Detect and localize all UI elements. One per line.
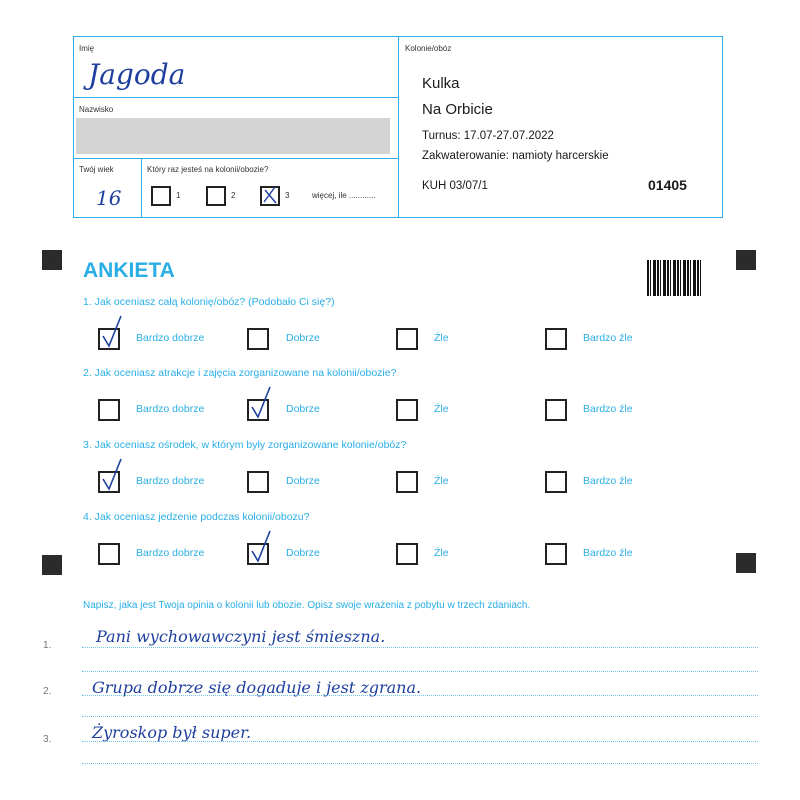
q2-option-label-2: Dobrze [286, 403, 320, 415]
opinion-line-2 [82, 695, 758, 696]
q2-checkbox-4[interactable] [545, 399, 567, 421]
turnus: Turnus: 17.07-27.07.2022 [422, 130, 554, 142]
times-option-3: 3 [285, 191, 290, 200]
q1-checkbox-2[interactable] [247, 328, 269, 350]
age-value: 16 [96, 186, 122, 210]
form-number: 01405 [648, 177, 687, 193]
question-1-text: 1. Jak oceniasz całą kolonię/obóz? (Podobało Ci się?) [83, 296, 335, 308]
registration-mark-top-left [42, 250, 62, 270]
opinion-line-1-text[interactable]: Pani wychowawczyni jest śmieszna. [96, 627, 386, 646]
q1-option-label-2: Dobrze [286, 332, 320, 344]
q3-checkbox-4[interactable] [545, 471, 567, 493]
q3-checkbox-3[interactable] [396, 471, 418, 493]
age-label: Twój wiek [79, 165, 114, 174]
survey-title: ANKIETA [83, 259, 175, 282]
registration-mark-bottom-left [42, 555, 62, 575]
opinion-line-3-number: 3. [43, 734, 52, 745]
opinion-line-1b [82, 671, 758, 672]
opinion-line-1 [82, 647, 758, 648]
opinion-line-3-text[interactable]: Żyroskop był super. [92, 723, 252, 742]
surname-redaction [76, 118, 390, 154]
registration-mark-bottom-right [736, 553, 756, 573]
q3-check-mark [99, 457, 127, 493]
q1-checkbox-4[interactable] [545, 328, 567, 350]
camp-name-2: Na Orbicie [422, 101, 493, 118]
opinion-prompt: Napisz, jaka jest Twoja opinia o kolonii lub obozie. Opisz swoje wrażenia z pobytu w trzech zdaniach. [83, 600, 531, 611]
registration-mark-top-right [736, 250, 756, 270]
times-checkbox-1[interactable] [151, 186, 171, 206]
camp-label: Kolonie/obóz [405, 44, 452, 53]
header-row-line-1 [73, 97, 398, 98]
q2-checkbox-3[interactable] [396, 399, 418, 421]
q4-option-label-2: Dobrze [286, 547, 320, 559]
q1-option-label-1: Bardzo dobrze [136, 332, 205, 344]
q3-option-label-2: Dobrze [286, 475, 320, 487]
q4-checkbox-1[interactable] [98, 543, 120, 565]
accommodation: Zakwaterowanie: namioty harcerskie [422, 150, 609, 162]
question-2-text: 2. Jak oceniasz atrakcje i zajęcia zorganizowane na kolonii/obozie? [83, 367, 397, 379]
opinion-line-2b [82, 716, 758, 717]
camp-code: KUH 03/07/1 [422, 180, 488, 192]
q2-option-label-4: Bardzo źle [583, 403, 633, 415]
q3-option-label-4: Bardzo źle [583, 475, 633, 487]
header-divider [398, 36, 399, 217]
q1-check-mark [99, 314, 127, 350]
opinion-line-2-number: 2. [43, 686, 52, 697]
q1-checkbox-3[interactable] [396, 328, 418, 350]
q2-option-label-1: Bardzo dobrze [136, 403, 205, 415]
name-label: Imię [79, 44, 95, 53]
times-cross-mark [260, 184, 282, 206]
camp-name-1: Kulka [422, 75, 460, 92]
times-option-1: 1 [176, 191, 181, 200]
q4-option-label-1: Bardzo dobrze [136, 547, 205, 559]
q1-option-label-4: Bardzo źle [583, 332, 633, 344]
q1-option-label-3: Źle [434, 332, 449, 344]
q3-checkbox-2[interactable] [247, 471, 269, 493]
q4-check-mark [248, 529, 276, 565]
times-checkbox-2[interactable] [206, 186, 226, 206]
times-label: Który raz jesteś na kolonii/obozie? [147, 165, 269, 174]
q3-option-label-3: Źle [434, 475, 449, 487]
q2-option-label-3: Źle [434, 403, 449, 415]
question-3-text: 3. Jak oceniasz ośrodek, w którym były zorganizowane kolonie/obóz? [83, 439, 407, 451]
times-option-2: 2 [231, 191, 236, 200]
q4-checkbox-4[interactable] [545, 543, 567, 565]
q3-option-label-1: Bardzo dobrze [136, 475, 205, 487]
name-value: Jagoda [88, 58, 186, 91]
header-age-divider [141, 158, 142, 217]
barcode [647, 260, 702, 296]
q2-check-mark [248, 385, 276, 421]
times-more-label: więcej, ile ............ [312, 191, 376, 200]
opinion-line-3 [82, 741, 758, 742]
question-4-text: 4. Jak oceniasz jedzenie podczas kolonii/obozu? [83, 511, 310, 523]
opinion-line-3b [82, 763, 758, 764]
q2-checkbox-1[interactable] [98, 399, 120, 421]
q4-checkbox-3[interactable] [396, 543, 418, 565]
q4-option-label-4: Bardzo źle [583, 547, 633, 559]
surname-label: Nazwisko [79, 105, 114, 114]
opinion-line-1-number: 1. [43, 640, 52, 651]
q4-option-label-3: Źle [434, 547, 449, 559]
opinion-line-2-text[interactable]: Grupa dobrze się dogaduje i jest zgrana. [92, 678, 422, 697]
header-row-line-2 [73, 158, 398, 159]
